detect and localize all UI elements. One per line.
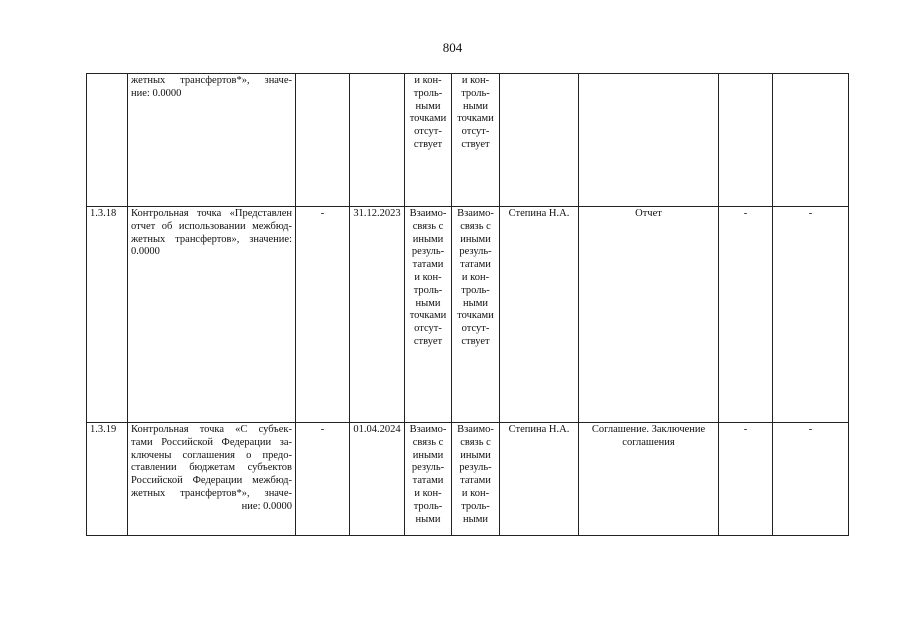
description-line: ние: 0.0000: [241, 500, 292, 512]
description-line: Российской Федерации межбюд-: [131, 475, 292, 487]
relation-line: и кон-: [414, 271, 442, 283]
row-relation-1: [405, 423, 452, 536]
row-document: [579, 423, 719, 536]
relation-line: Взаимо-: [409, 208, 447, 219]
relation-line: точками: [409, 310, 447, 322]
relation-line: ными: [415, 297, 441, 309]
relation-line: троль-: [413, 500, 443, 512]
row-col3: -: [296, 423, 350, 536]
relation-line: Взаимо-: [409, 424, 447, 435]
row-date: 01.04.2024: [350, 423, 405, 536]
relation-line: ными: [463, 100, 488, 112]
relation-line: резуль-: [411, 462, 445, 474]
row-col3: -: [296, 207, 350, 423]
row-description: [128, 74, 296, 207]
relation-line: и кон-: [461, 487, 490, 499]
relation-line: троль-: [461, 500, 490, 512]
relation-line: и кон-: [461, 271, 490, 283]
row-col3: [296, 74, 350, 207]
relation-line: связь с: [460, 436, 491, 448]
row-person: [500, 74, 579, 207]
relation-line: иными: [412, 449, 444, 461]
row-col9: -: [719, 207, 773, 423]
row-relation-2: [452, 423, 500, 536]
description-line: Контрольная точка «С субъек-: [131, 424, 292, 435]
relation-line: ными: [463, 513, 488, 525]
relation-line: и кон-: [414, 487, 442, 499]
relation-line: ствует: [461, 335, 490, 347]
document-line: соглашения: [622, 436, 675, 448]
row-document: [579, 74, 719, 207]
relation-line: резуль-: [411, 246, 445, 258]
relation-line: троль-: [413, 284, 443, 296]
relation-line: отсут-: [461, 323, 490, 335]
row-col9: [719, 74, 773, 207]
row-date: 31.12.2023: [350, 207, 405, 423]
row-date: [350, 74, 405, 207]
relation-line: ными: [415, 100, 441, 112]
row-number: [87, 74, 128, 207]
row-col9: -: [719, 423, 773, 536]
table-row: [87, 74, 849, 207]
row-person: Степина Н.А.: [500, 423, 579, 536]
relation-line: татами: [412, 259, 444, 271]
row-col10: [773, 74, 849, 207]
description-line: жетных трансфертов*», значе-: [131, 487, 292, 499]
row-number: 1.3.19: [87, 423, 128, 536]
relation-line: татами: [412, 475, 444, 487]
description-line: отчет об использовании межбюд-: [131, 220, 292, 232]
relation-line: отсут-: [414, 126, 442, 138]
row-relation-1: [405, 74, 452, 207]
row-col10: -: [773, 207, 849, 423]
document-table: [86, 73, 849, 536]
relation-line: иными: [460, 233, 491, 245]
relation-line: иными: [412, 233, 444, 245]
relation-line: точками: [457, 113, 494, 125]
description-line: Контрольная точка «Представлен: [131, 208, 292, 219]
relation-line: связь с: [412, 436, 444, 448]
table-row: [87, 423, 849, 536]
description-line: ключены соглашения о предо-: [131, 449, 292, 461]
relation-line: ствует: [413, 138, 443, 150]
relation-line: точками: [457, 310, 494, 322]
row-number: 1.3.18: [87, 207, 128, 423]
row-relation-1: [405, 207, 452, 423]
description-line: 0.0000: [131, 246, 160, 258]
row-relation-2: [452, 207, 500, 423]
relation-line: Взаимо-: [457, 208, 494, 219]
relation-line: связь с: [460, 220, 491, 232]
relation-line: связь с: [412, 220, 444, 232]
relation-line: татами: [460, 259, 491, 271]
relation-line: и кон-: [461, 75, 490, 86]
relation-line: ствует: [461, 138, 490, 150]
description-line: жетных трансфертов*», значе-: [131, 75, 292, 86]
page-number: 804: [442, 40, 463, 55]
document-line: Соглашение. Заключение: [591, 424, 706, 435]
relation-line: точками: [409, 113, 447, 125]
relation-line: иными: [460, 449, 491, 461]
relation-line: троль-: [461, 284, 490, 296]
row-col10: -: [773, 423, 849, 536]
relation-line: резуль-: [459, 246, 492, 258]
relation-line: троль-: [413, 87, 443, 99]
relation-line: троль-: [461, 87, 490, 99]
relation-line: ствует: [413, 335, 443, 347]
relation-line: Взаимо-: [457, 424, 494, 435]
description-line: ставлении бюджетам субъектов: [131, 462, 292, 474]
table-row: [87, 207, 849, 423]
row-person: Степина Н.А.: [500, 207, 579, 423]
description-line: ние: 0.0000: [131, 87, 182, 99]
description-line: жетных трансфертов», значение:: [131, 233, 292, 245]
relation-line: ными: [463, 297, 488, 309]
relation-line: и кон-: [414, 75, 442, 86]
relation-line: резуль-: [459, 462, 492, 474]
relation-line: ными: [415, 513, 441, 525]
row-description: [128, 423, 296, 536]
description-line: тами Российской Федерации за-: [131, 436, 292, 448]
row-relation-2: [452, 74, 500, 207]
relation-line: отсут-: [414, 323, 442, 335]
relation-line: татами: [460, 475, 491, 487]
row-document: Отчет: [579, 207, 719, 423]
relation-line: отсут-: [461, 126, 490, 138]
row-description: [128, 207, 296, 423]
